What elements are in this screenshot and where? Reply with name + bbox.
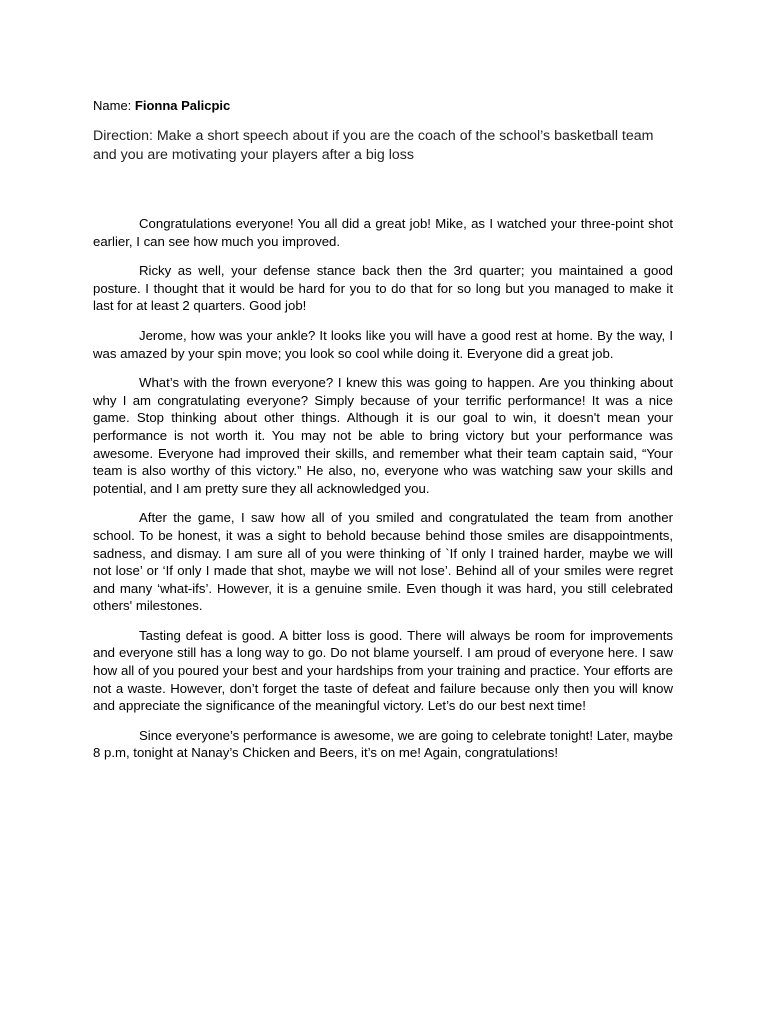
name-label: Name: [93,98,132,113]
paragraph: What’s with the frown everyone? I knew this was going to happen. Are you thinking about why I am congratulating everyone? Simply because of your terrific performance! It was a nice game. Stop thinking about other things. Although it is our goal to win, it doesn't mean your performance is not worth it. You may not be able to bring victory but your performance was awesome. Everyone had improved their skills, and remember what their team captain said, “Your team is also worthy of this victory.” He also, no, everyone who was watching saw your skills and potential, and I am pretty sure they all acknowledged you. [93,375,673,496]
paragraph: After the game, I saw how all of you smiled and congratulated the team from another school. To be honest, it was a sight to behold because behind those smiles are disappointments, sadness, and dismay. I am sure all of you were thinking of `If only I trained harder, maybe we will not lose’ or ‘If only I made that shot, maybe we will not lose’. Behind all of your smiles were regret and many ‘what-ifs’. However, it is a genuine smile. Even though it was hard, you still celebrated others' milestones. [93,510,673,614]
document-page [93,97,673,774]
paragraph: Jerome, how was your ankle? It looks like you will have a good rest at home. By the way, I was amazed by your spin move; you look so cool while doing it. Everyone did a great job. [93,327,673,361]
name-value: Fionna Palicpic [134,98,231,113]
paragraph: Since everyone’s performance is awesome, we are going to celebrate tonight! Later, maybe 8 p.m, tonight at Nanay’s Chicken and Beers, it’s on me! Again, congratulations! [93,727,673,761]
paragraph: Tasting defeat is good. A bitter loss is good. There will always be room for improvements and everyone still has a long way to go. Do not blame yourself. I am proud of everyone here. I saw how all of you poured your best and your hardships from your training and practice. Your efforts are not a waste. However, don’t forget the taste of defeat and failure because only then you will know and appreciate the significance of the meaningful victory. Let’s do our best next time! [93,627,673,714]
speech-body [93,215,673,762]
direction-text: Direction: Make a short speech about if you are the coach of the school’s basketball team and you are motivating your players after a big loss [93,128,654,163]
paragraph: Congratulations everyone! You all did a great job! Mike, as I watched your three-point shot earlier, I can see how much you improved. [93,216,673,249]
paragraph: Ricky as well, your defense stance back then the 3rd quarter; you maintained a good posture. I thought that it would be hard for you to do that for so long but you managed to make it last for at least 2 quarters. Good job! [93,263,673,314]
name-line [93,97,673,115]
